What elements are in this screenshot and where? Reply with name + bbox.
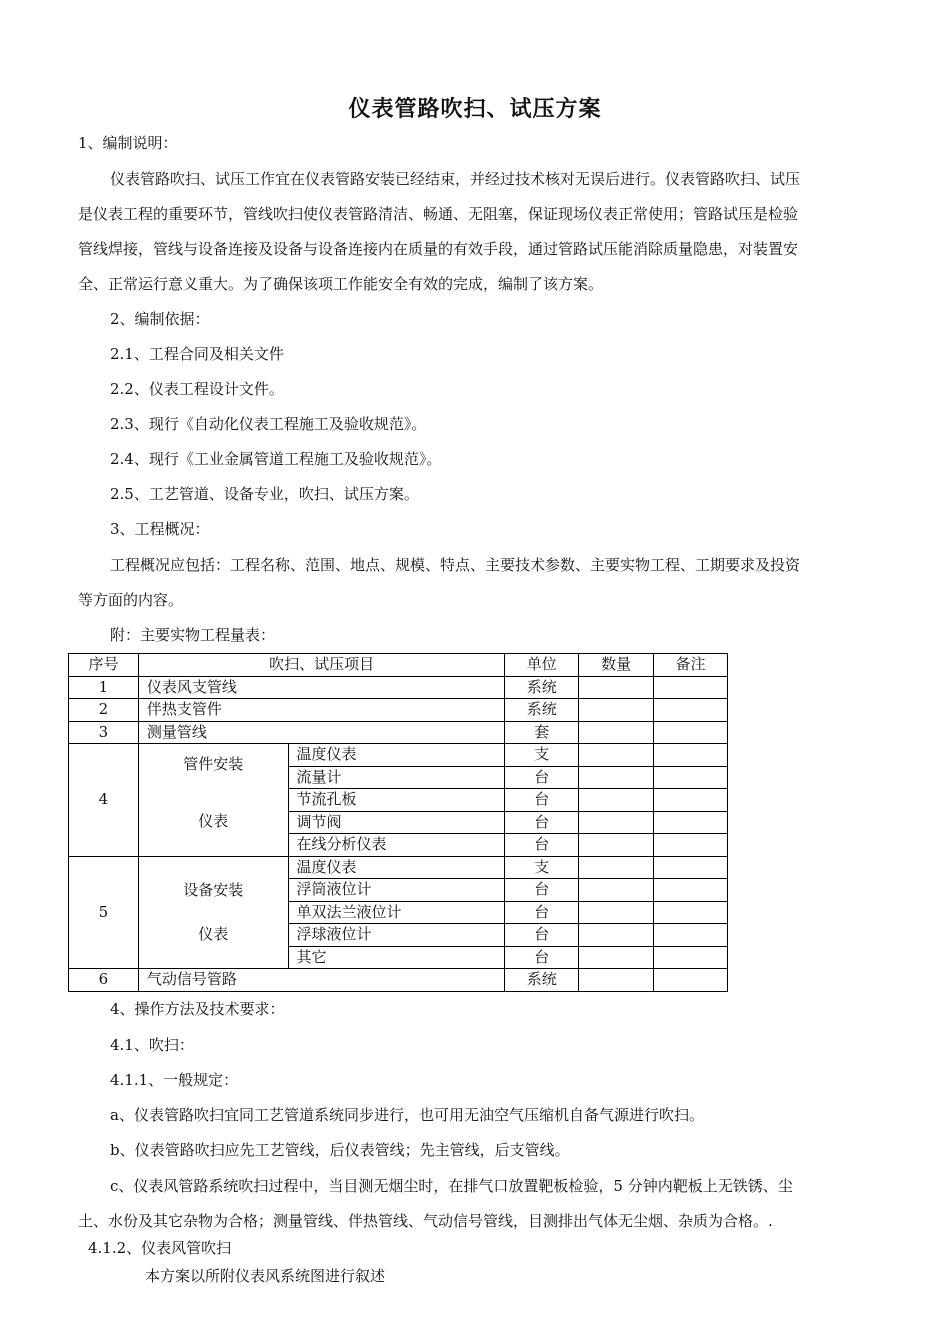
table-row bbox=[69, 699, 728, 722]
header-remarks: 备注 bbox=[654, 654, 728, 677]
row-index: 3 bbox=[69, 721, 139, 744]
section-4-1-2-heading: 4.1.2、仪表风管吹扫 bbox=[88, 1239, 232, 1257]
row-remarks bbox=[654, 699, 728, 722]
row-unit: 台 bbox=[505, 811, 579, 834]
row-unit: 系统 bbox=[505, 676, 579, 699]
row-item: 测量管线 bbox=[138, 721, 504, 744]
row-unit: 台 bbox=[505, 834, 579, 857]
section-4-1-1-heading: 4.1.1、一般规定： bbox=[110, 1071, 239, 1089]
table-row bbox=[69, 676, 728, 699]
row-unit: 台 bbox=[505, 924, 579, 947]
group-5-category bbox=[138, 856, 288, 969]
section-1-heading: 1、编制说明： bbox=[78, 134, 178, 152]
row-remarks bbox=[654, 766, 728, 789]
section-1-paragraph-line-2: 是仪表工程的重要环节，管线吹扫使仪表管路清洁、畅通、无阻塞，保证现场仪表正常使用；管路试压是检验 bbox=[78, 205, 799, 223]
row-quantity bbox=[579, 699, 654, 722]
row-quantity bbox=[579, 766, 654, 789]
row-quantity bbox=[579, 834, 654, 857]
group-4-index: 4 bbox=[69, 744, 139, 857]
row-item: 气动信号管路 bbox=[138, 969, 504, 992]
row-unit: 台 bbox=[505, 789, 579, 812]
row-unit: 支 bbox=[505, 856, 579, 879]
row-remarks bbox=[654, 834, 728, 857]
row-remarks bbox=[654, 924, 728, 947]
row-unit: 台 bbox=[505, 766, 579, 789]
row-quantity bbox=[579, 789, 654, 812]
row-item: 单双法兰液位计 bbox=[288, 901, 505, 924]
section-2-heading: 2、编制依据： bbox=[110, 310, 210, 328]
row-quantity bbox=[579, 676, 654, 699]
row-unit: 台 bbox=[505, 946, 579, 969]
section-3-heading: 3、工程概况： bbox=[110, 520, 210, 538]
row-quantity bbox=[579, 811, 654, 834]
section-1-paragraph-line-1: 仪表管路吹扫、试压工作宜在仪表管路安装已经结束，并经过技术核对无误后进行。仪表管路吹扫、试压 bbox=[110, 170, 801, 188]
section-1-paragraph-line-3: 管线焊接，管线与设备连接及设备与设备连接内在质量的有效手段，通过管路试压能消除质量隐患，对装置安 bbox=[78, 240, 799, 258]
row-item: 温度仪表 bbox=[288, 744, 505, 767]
row-quantity bbox=[579, 946, 654, 969]
attachment-caption: 附：主要实物工程量表： bbox=[110, 626, 276, 644]
row-index: 2 bbox=[69, 699, 139, 722]
row-unit: 支 bbox=[505, 744, 579, 767]
section-1-paragraph-line-4: 全、正常运行意义重大。为了确保该项工作能安全有效的完成，编制了该方案。 bbox=[78, 275, 604, 293]
group-4-category-bottom: 仪表 bbox=[198, 812, 229, 830]
row-index: 6 bbox=[69, 969, 139, 992]
rule-b: b、仪表管路吹扫应先工艺管线，后仪表管线；先主管线，后支管线。 bbox=[110, 1141, 570, 1159]
section-2-item-4: 2.4、现行《工业金属管道工程施工及验收规范》。 bbox=[110, 450, 442, 468]
group-5-category-top: 设备安装 bbox=[183, 880, 244, 899]
section-3-paragraph-line-1: 工程概况应包括：工程名称、范围、地点、规模、特点、主要技术参数、主要实物工程、工期要求及投资 bbox=[110, 556, 801, 574]
row-quantity bbox=[579, 879, 654, 902]
row-unit: 系统 bbox=[505, 969, 579, 992]
rule-c-line-2: 土、水份及其它杂物为合格；测量管线、伴热管线、气动信号管线，目测排出气体无尘烟、杂质为合格。. bbox=[78, 1212, 773, 1230]
row-remarks bbox=[654, 969, 728, 992]
header-index: 序号 bbox=[69, 654, 139, 677]
row-item: 伴热支管件 bbox=[138, 699, 504, 722]
row-item: 温度仪表 bbox=[288, 856, 505, 879]
table-header-row bbox=[69, 654, 728, 677]
group-5-index: 5 bbox=[69, 856, 139, 969]
group-5-category-bottom: 仪表 bbox=[198, 924, 229, 943]
row-unit: 套 bbox=[505, 721, 579, 744]
row-unit: 系统 bbox=[505, 699, 579, 722]
table-row bbox=[69, 721, 728, 744]
row-unit: 台 bbox=[505, 901, 579, 924]
group-4-category-top: 管件安装 bbox=[183, 755, 244, 773]
row-quantity bbox=[579, 924, 654, 947]
section-2-item-1: 2.1、工程合同及相关文件 bbox=[110, 345, 284, 363]
row-item: 浮筒液位计 bbox=[288, 879, 505, 902]
row-remarks bbox=[654, 744, 728, 767]
row-item: 调节阀 bbox=[288, 811, 505, 834]
row-quantity bbox=[579, 901, 654, 924]
table-row bbox=[69, 969, 728, 992]
row-item: 节流孔板 bbox=[288, 789, 505, 812]
row-item: 流量计 bbox=[288, 766, 505, 789]
section-2-item-2: 2.2、仪表工程设计文件。 bbox=[110, 380, 284, 398]
header-item: 吹扫、试压项目 bbox=[138, 654, 504, 677]
section-3-paragraph-line-2: 等方面的内容。 bbox=[78, 591, 184, 609]
row-quantity bbox=[579, 969, 654, 992]
group-4-category bbox=[138, 744, 288, 857]
row-remarks bbox=[654, 676, 728, 699]
row-item: 仪表风支管线 bbox=[138, 676, 504, 699]
rule-c-line-1: c、仪表风管路系统吹扫过程中，当目测无烟尘时，在排气口放置靶板检验，5 分钟内靶板上无铁锈、尘 bbox=[110, 1177, 793, 1195]
row-item: 在线分析仪表 bbox=[288, 834, 505, 857]
section-2-item-5: 2.5、工艺管道、设备专业，吹扫、试压方案。 bbox=[110, 485, 419, 503]
row-item: 其它 bbox=[288, 946, 505, 969]
row-quantity bbox=[579, 744, 654, 767]
quantity-table bbox=[68, 653, 728, 992]
document-title: 仪表管路吹扫、试压方案 bbox=[348, 97, 602, 122]
row-item: 浮球液位计 bbox=[288, 924, 505, 947]
rule-a: a、仪表管路吹扫宜同工艺管道系统同步进行，也可用无油空气压缩机自备气源进行吹扫。 bbox=[110, 1106, 704, 1124]
row-remarks bbox=[654, 901, 728, 924]
header-quantity: 数量 bbox=[579, 654, 654, 677]
row-remarks bbox=[654, 811, 728, 834]
header-unit: 单位 bbox=[505, 654, 579, 677]
row-remarks bbox=[654, 946, 728, 969]
row-remarks bbox=[654, 879, 728, 902]
row-index: 1 bbox=[69, 676, 139, 699]
section-4-1-heading: 4.1、吹扫： bbox=[110, 1036, 194, 1054]
section-4-1-2-paragraph: 本方案以所附仪表风系统图进行叙述 bbox=[145, 1267, 386, 1285]
section-4-heading: 4、操作方法及技术要求： bbox=[110, 1000, 285, 1018]
row-remarks bbox=[654, 721, 728, 744]
row-quantity bbox=[579, 721, 654, 744]
row-quantity bbox=[579, 856, 654, 879]
section-2-item-3: 2.3、现行《自动化仪表工程施工及验收规范》。 bbox=[110, 415, 427, 433]
row-remarks bbox=[654, 789, 728, 812]
table-row bbox=[69, 744, 728, 767]
table-row bbox=[69, 856, 728, 879]
row-unit: 台 bbox=[505, 879, 579, 902]
row-remarks bbox=[654, 856, 728, 879]
